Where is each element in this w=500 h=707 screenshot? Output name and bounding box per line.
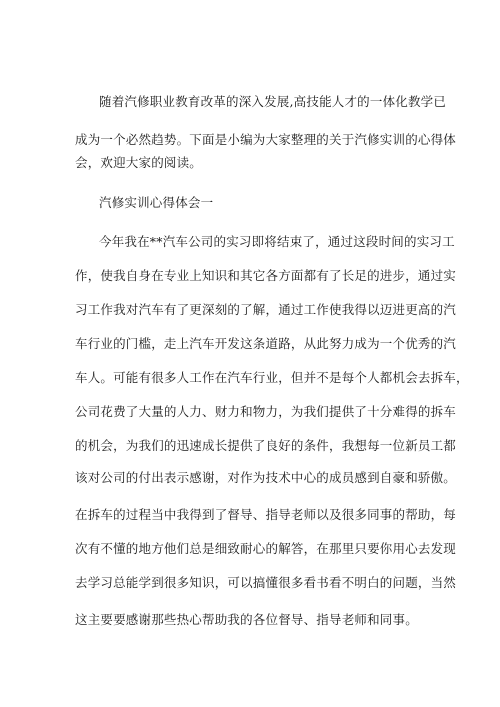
body-line: 习工作我对汽车有了更深刻的了解，通过工作使我得以迈进更高的汽 [75, 302, 457, 317]
intro-line: 会，欢迎大家的阅读。 [75, 155, 203, 170]
body-line: 车人。可能有很多人工作在汽车行业，但并不是每个人都机会去拆车， [75, 370, 469, 385]
body-line: 的机会，为我们的迅速成长提供了良好的条件，我想每一位新员工都 [75, 438, 457, 453]
body-line: 次有不懂的地方他们总是细致耐心的解答，在那里只要你用心去发现 [75, 541, 457, 556]
body-line: 在拆车的过程当中我得到了督导、指导老师以及很多同事的帮助，每 [75, 507, 457, 522]
section-title: 汽修实训心得体会一 [99, 195, 214, 210]
body-line: 这主要要感谢那些热心帮助我的各位督导、指导老师和同事。 [75, 612, 418, 627]
body-line: 车行业的门槛，走上汽车开发这条道路，从此努力成为一个优秀的汽 [75, 336, 457, 351]
intro-line: 随着汽修职业教育改革的深入发展,高技能人才的一体化教学已 [99, 94, 447, 109]
body-line: 去学习总能学到很多知识，可以搞懂很多看书看不明白的问题，当然 [75, 575, 457, 590]
body-line: 作，使我自身在专业上知识和其它各方面都有了长足的进步，通过实 [75, 268, 457, 283]
body-line: 公司花费了大量的人力、财力和物力，为我们提供了十分难得的拆车 [75, 404, 457, 419]
body-line: 该对公司的付出表示感谢，对作为技术中心的成员感到自豪和骄傲。 [75, 470, 457, 485]
intro-line: 成为一个必然趋势。下面是小编为大家整理的关于汽修实训的心得体 [75, 132, 457, 147]
body-line: 今年我在**汽车公司的实习即将结束了，通过这段时间的实习工 [99, 234, 455, 249]
